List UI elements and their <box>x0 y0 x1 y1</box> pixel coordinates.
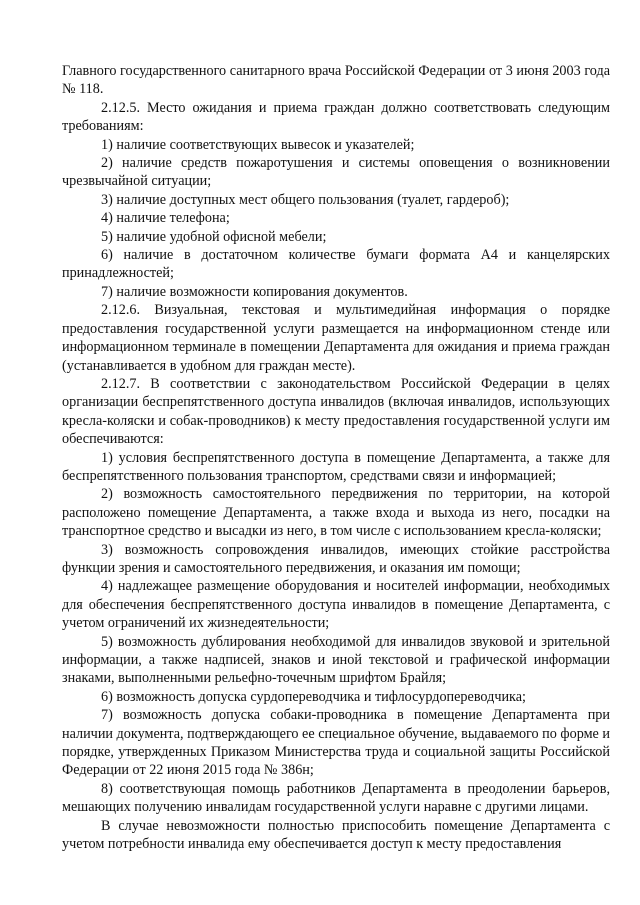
list-item-staff-assistance: 8) соответствующая помощь работников Департамента в преодолении барьеров, мешающих получению инвалидам государственной услуги наравне с другими лицами. <box>62 780 610 816</box>
list-item-access-conditions: 1) условия беспрепятственного доступа в помещение Департамента, а также для беспрепятственного пользования транспортом, средствами связи и информацией; <box>62 449 610 484</box>
paragraph-continuation: Главного государственного санитарного врача Российской Федерации от 3 июня 2003 года № 118. <box>62 63 610 98</box>
list-item-copying: 7) наличие возможности копирования документов. <box>101 283 408 300</box>
paragraph-accommodation: В случае невозможности полностью приспособить помещение Департамента с учетом потребности инвалида ему обеспечивается доступ к месту предоставления <box>62 817 610 853</box>
list-item-signage: 1) наличие соответствующих вывесок и указателей; <box>101 136 415 153</box>
list-item-braille: 5) возможность дублирования необходимой для инвалидов звуковой и зрительной информации, а также надписей, знаков и иной текстовой и графической информации знаками, выполненными рельефно-точечным шрифтом Брайля; <box>62 633 610 687</box>
list-item-escort: 3) возможность сопровождения инвалидов, имеющих стойкие расстройства функции зрения и самостоятельного передвижения, и оказания им помощи; <box>62 541 610 576</box>
list-item-independent-movement: 2) возможность самостоятельного передвижения по территории, на которой расположено помещение Департамента, а также входа и выхода из него, посадки на транспортное средство и высадки из него, в том числе с использованием кресла-коляски; <box>62 486 610 540</box>
paragraph-2-12-5: 2.12.5. Место ожидания и приема граждан должно соответствовать следующим требованиям: <box>62 99 610 135</box>
document-page <box>62 62 610 853</box>
list-item-paper-supplies: 6) наличие в достаточном количестве бумаги формата А4 и канцелярских принадлежностей; <box>62 247 610 282</box>
list-item-telephone: 4) наличие телефона; <box>101 210 230 227</box>
list-item-interpreter: 6) возможность допуска сурдопереводчика и тифлосурдопереводчика; <box>101 688 526 705</box>
paragraph-2-12-7: 2.12.7. В соответствии с законодательством Российской Федерации в целях организации беспрепятственного доступа инвалидов (включая инвалидов, использующих кресла-коляски и собак-проводников) к месту предоставления государственной услуги им обеспечиваются: <box>62 375 610 448</box>
list-item-public-facilities: 3) наличие доступных мест общего пользования (туалет, гардероб); <box>101 191 510 208</box>
list-item-furniture: 5) наличие удобной офисной мебели; <box>101 228 327 245</box>
list-item-equipment-placement: 4) надлежащее размещение оборудования и носителей информации, необходимых для обеспечения беспрепятственного доступа инвалидов в помещение Департамента, с учетом ограничений их жизнедеятельности; <box>62 578 610 632</box>
list-item-fire-safety: 2) наличие средств пожаротушения и системы оповещения о возникновении чрезвычайной ситуации; <box>62 155 610 190</box>
paragraph-2-12-6: 2.12.6. Визуальная, текстовая и мультимедийная информация о порядке предоставления государственной услуги размещается на информационном стенде или информационном терминале в помещении Департамента для ожидания и приема граждан (устанавливается в удобном для граждан месте). <box>62 302 610 374</box>
list-item-guide-dog: 7) возможность допуска собаки-проводника в помещение Департамента при наличии документа, подтверждающего ее специальное обучение, выдаваемого по форме и порядке, утвержденных Приказом Министерства труда и социальной защиты Российской Федерации от 22 июня 2015 года № 386н; <box>62 707 610 779</box>
